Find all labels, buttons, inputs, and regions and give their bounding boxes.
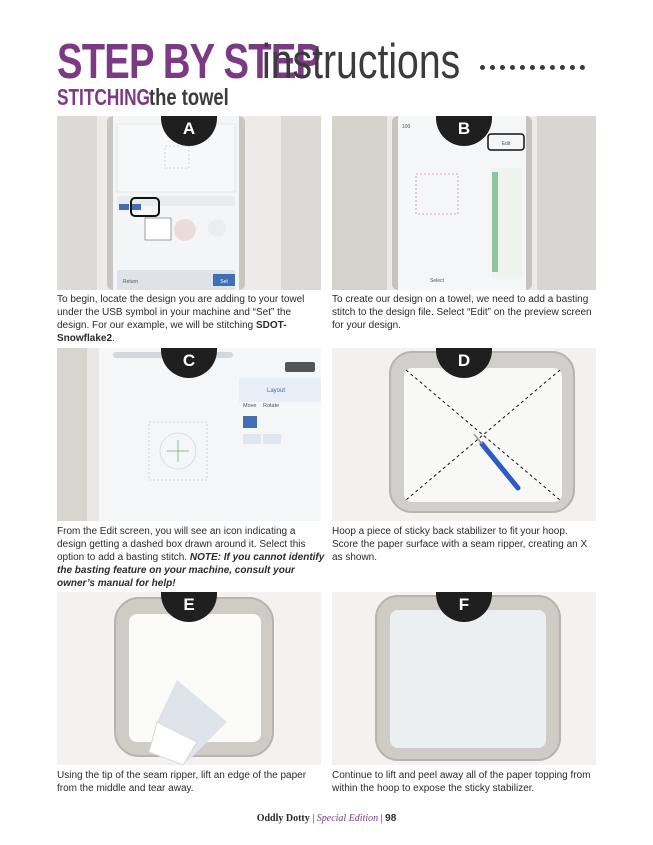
design-name: SDOT-Snowflake2 xyxy=(57,320,287,344)
caption-step-a: To begin, locate the design you are adding to your towel under the USB symbol in your machine and “Set” the design. For our example, we will be stitching SDOT-Snowflake2. xyxy=(57,294,305,344)
caption-step-b: To create our design on a towel, we need to add a basting stitch to the design file. Select “Edit” on the preview screen for your design. xyxy=(332,294,592,331)
step-badge-b: B xyxy=(436,116,492,146)
photo-step-b xyxy=(332,116,596,290)
photo-step-f xyxy=(332,592,596,765)
screen-set-label: Set xyxy=(220,279,228,285)
caption-step-d: Hoop a piece of sticky back stabilizer to fit your hoop. Score the paper surface with a seam ripper, creating an X as shown. xyxy=(332,526,588,563)
screen-layout-label: Layout xyxy=(267,388,286,394)
screen-rotate-label: Rotate xyxy=(263,403,280,409)
step-badge-d: D xyxy=(436,348,492,378)
step-badge-e: E xyxy=(161,592,217,622)
page-title xyxy=(57,34,585,89)
edition-name: Special Edition xyxy=(316,813,379,824)
subtitle-the-towel: the towel xyxy=(149,84,230,110)
screen-select-label: Select xyxy=(430,278,444,284)
page-footer xyxy=(0,813,653,824)
caption-step-e: Using the tip of the seam ripper, lift an edge of the paper from the middle and tear away. xyxy=(57,770,307,794)
caption-step-c: From the Edit screen, you will see an icon indicating a design getting a dashed box drawn around it. Select this option to add a basting stitch. NOTE: If you cannot identify the basting feature on your machine, consult your owner’s manual for help! xyxy=(57,526,325,589)
screen-edit-label: Edit xyxy=(501,141,511,147)
step-badge-a: A xyxy=(161,116,217,146)
magazine-name: Oddly Dotty xyxy=(256,813,310,824)
title-step-by-step: STEP BY STEP xyxy=(57,35,321,89)
screen-return-label: Return xyxy=(123,279,139,285)
photo-step-d xyxy=(332,348,596,521)
caption-step-f: Continue to lift and peel away all of the paper topping from within the hoop to expose the sticky stabilizer. xyxy=(332,770,591,794)
photo-step-c xyxy=(57,348,321,521)
screen-move-label: Move xyxy=(243,403,257,409)
footer-separator: | xyxy=(312,813,315,824)
subtitle-stitching: STITCHING xyxy=(57,84,150,110)
step-badge-f: F xyxy=(436,592,492,622)
section-subtitle xyxy=(57,84,249,111)
step-badge-c: C xyxy=(161,348,217,378)
page-number: 98 xyxy=(385,813,397,824)
photo-step-e xyxy=(57,592,321,765)
title-dotted-rule xyxy=(480,65,585,70)
note-text: NOTE: If you cannot identify the basting feature on your machine, consult your owner’s manual for help! xyxy=(57,552,325,589)
title-instructions: instructions xyxy=(262,35,461,89)
photo-step-a xyxy=(57,116,321,290)
footer-separator: | xyxy=(380,813,383,824)
screen-zoom-label: 100 xyxy=(402,124,411,130)
